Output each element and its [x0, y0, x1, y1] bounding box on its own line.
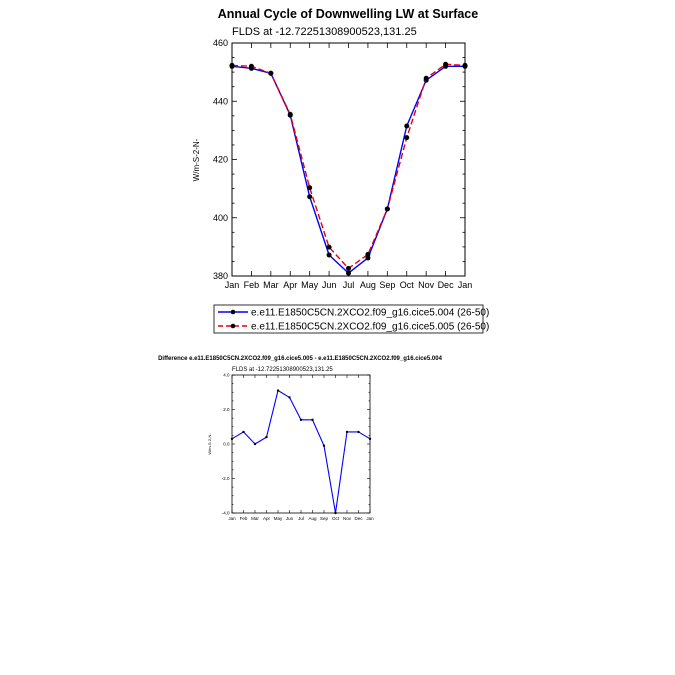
diff-series-1-line [232, 391, 370, 513]
main-series-2-point [268, 71, 273, 76]
main-series-2-point [346, 266, 351, 271]
main-ytick-label: 400 [212, 212, 228, 223]
main-ytick-label: 460 [212, 38, 228, 49]
diff-chart-title: Difference e.e11.E1850C5CN.2XCO2.f09_g16.cice5.005 - e.e11.E1850C5CN.2XCO2.f09_g16.cice5.004 [158, 356, 442, 362]
main-xtick-label: Dec [437, 280, 454, 290]
main-series-2-point [404, 135, 409, 140]
legend-label-2: e.e11.E1850C5CN.2XCO2.f09_g16.cice5.005 (26-50) [251, 321, 490, 333]
main-series-2-point [463, 63, 468, 68]
diff-series-1-point [242, 431, 244, 433]
diff-plot-frame [232, 375, 370, 513]
main-chart [192, 7, 489, 333]
main-ytick-label: 440 [212, 96, 228, 107]
main-series-1-point [307, 194, 312, 199]
main-series-1-point [346, 271, 351, 276]
diff-chart-subtitle: FLDS at -12.72251308900523,131.25 [232, 367, 333, 373]
diff-series-1-point [357, 431, 359, 433]
main-xtick-label: Mar [263, 280, 279, 290]
diff-xtick-label: Oct [331, 516, 340, 521]
legend-label-1: e.e11.E1850C5CN.2XCO2.f09_g16.cice5.004 (26-50) [251, 307, 490, 319]
diff-series-1-point [334, 512, 336, 514]
main-chart-ylabel: W/m-S-2-N- [192, 138, 201, 182]
diff-xtick-label: May [273, 516, 283, 521]
main-xtick-label: Jun [321, 280, 337, 290]
difference-chart [158, 356, 443, 521]
main-series-2-point [249, 64, 254, 69]
main-ytick-label: 420 [212, 154, 228, 165]
diff-series-1-point [254, 443, 256, 445]
diff-series-1-point [265, 436, 267, 438]
diff-series-1-point [346, 431, 348, 433]
diff-xtick-label: Sep [319, 516, 329, 521]
diff-xtick-label: Apr [262, 516, 271, 521]
main-series-1-point [327, 253, 332, 258]
diff-ytick-label: 4.0 [223, 372, 230, 378]
diff-ytick-label: 2.0 [223, 407, 230, 413]
main-series-1-line [232, 66, 465, 273]
diff-series-1-point [323, 445, 325, 447]
diff-series-1-point [300, 419, 302, 421]
diff-xtick-label: Dec [354, 516, 363, 521]
diff-xtick-label: Feb [239, 516, 248, 521]
main-xtick-label: Apr [283, 280, 298, 290]
diff-xtick-label: Jan [366, 516, 374, 521]
diff-ytick-label: -4.0 [221, 510, 230, 516]
main-series-2-point [230, 63, 235, 68]
main-xtick-label: Jan [457, 280, 473, 290]
main-series-2-point [365, 252, 370, 257]
main-chart-subtitle: FLDS at -12.72251308900523,131.25 [232, 26, 417, 38]
main-series-1-point [404, 124, 409, 129]
main-xtick-label: Feb [243, 280, 260, 290]
main-xtick-label: Nov [418, 280, 435, 290]
diff-xtick-label: Aug [308, 516, 317, 521]
legend-entry-2 [218, 322, 489, 333]
diff-series-1-point [369, 438, 371, 440]
main-xtick-label: May [301, 280, 319, 290]
diff-series-1-point [288, 396, 290, 398]
main-chart-title: Annual Cycle of Downwelling LW at Surface [217, 7, 479, 21]
main-xtick-label: Sep [379, 280, 396, 290]
main-xtick-label: Oct [399, 280, 414, 290]
main-series-2-point [327, 245, 332, 250]
diff-xtick-label: Nov [342, 516, 352, 521]
main-ytick-label: 380 [212, 271, 228, 282]
main-xtick-label: Jan [224, 280, 240, 290]
main-series-2-point [307, 185, 312, 190]
diff-xtick-label: Jul [298, 516, 304, 521]
main-series-2-point [288, 112, 293, 117]
diff-chart-ylabel: W/m-S-2-N- [207, 433, 212, 455]
diff-series-1-point [311, 419, 313, 421]
main-xtick-label: Aug [359, 280, 376, 290]
diff-xtick-label: Jan [228, 516, 236, 521]
main-series-2-point [385, 207, 390, 212]
main-series-2-line [232, 64, 465, 268]
diff-ytick-label: -2.0 [221, 476, 230, 482]
main-series-2-point [443, 62, 448, 67]
diff-xtick-label: Jun [285, 516, 294, 521]
main-series-2-point [424, 76, 429, 81]
legend-entry-1 [218, 308, 489, 319]
diff-xtick-label: Mar [251, 516, 259, 521]
diff-series-1-point [277, 389, 279, 391]
main-xtick-label: Jul [342, 280, 355, 290]
diff-ytick-label: 0.0 [223, 441, 230, 447]
diff-series-1-point [231, 438, 233, 440]
